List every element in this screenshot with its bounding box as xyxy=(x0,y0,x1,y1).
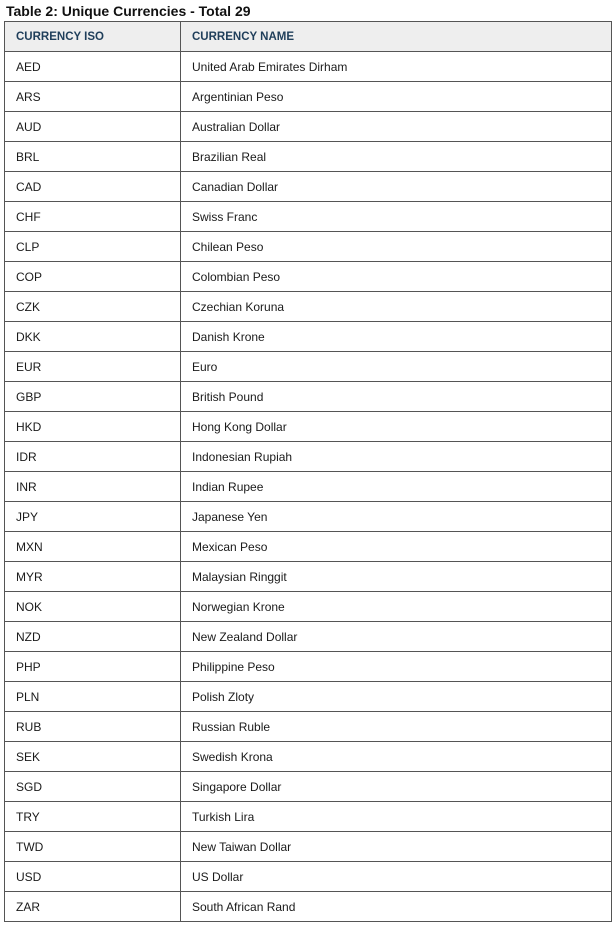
table-row xyxy=(5,142,612,172)
table-row xyxy=(5,352,612,382)
currency-iso-cell: RUB xyxy=(5,712,181,742)
table-row xyxy=(5,772,612,802)
currency-iso-cell: ARS xyxy=(5,82,181,112)
table-row xyxy=(5,202,612,232)
table-row xyxy=(5,442,612,472)
currency-iso-cell: COP xyxy=(5,262,181,292)
table-row xyxy=(5,892,612,922)
table-row xyxy=(5,292,612,322)
currency-iso-cell: TWD xyxy=(5,832,181,862)
column-header-currency-name: CURRENCY NAME xyxy=(181,22,612,52)
currency-name-cell: Swedish Krona xyxy=(181,742,612,772)
currency-name-cell: Philippine Peso xyxy=(181,652,612,682)
currency-iso-cell: CHF xyxy=(5,202,181,232)
currency-iso-cell: BRL xyxy=(5,142,181,172)
table-row xyxy=(5,382,612,412)
table-row xyxy=(5,232,612,262)
currency-iso-cell: MYR xyxy=(5,562,181,592)
column-header-currency-iso: CURRENCY ISO xyxy=(5,22,181,52)
currency-iso-cell: HKD xyxy=(5,412,181,442)
currency-name-cell: Polish Zloty xyxy=(181,682,612,712)
currency-iso-cell: PLN xyxy=(5,682,181,712)
currency-name-cell: Colombian Peso xyxy=(181,262,612,292)
table-body xyxy=(5,52,612,922)
currency-name-cell: Brazilian Real xyxy=(181,142,612,172)
currency-iso-cell: NZD xyxy=(5,622,181,652)
table-row xyxy=(5,832,612,862)
table-row xyxy=(5,472,612,502)
currency-name-cell: Czechian Koruna xyxy=(181,292,612,322)
currency-iso-cell: USD xyxy=(5,862,181,892)
currency-name-cell: Canadian Dollar xyxy=(181,172,612,202)
table-row xyxy=(5,562,612,592)
currency-name-cell: New Taiwan Dollar xyxy=(181,832,612,862)
currency-iso-cell: GBP xyxy=(5,382,181,412)
currency-iso-cell: INR xyxy=(5,472,181,502)
currency-name-cell: US Dollar xyxy=(181,862,612,892)
currency-name-cell: Swiss Franc xyxy=(181,202,612,232)
table-row xyxy=(5,112,612,142)
table-row xyxy=(5,742,612,772)
table-row xyxy=(5,652,612,682)
table-row xyxy=(5,622,612,652)
table-row xyxy=(5,592,612,622)
currency-name-cell: Indonesian Rupiah xyxy=(181,442,612,472)
currency-iso-cell: DKK xyxy=(5,322,181,352)
currency-iso-cell: AED xyxy=(5,52,181,82)
currency-name-cell: United Arab Emirates Dirham xyxy=(181,52,612,82)
table-row xyxy=(5,412,612,442)
table-row xyxy=(5,532,612,562)
currency-iso-cell: MXN xyxy=(5,532,181,562)
currency-name-cell: Australian Dollar xyxy=(181,112,612,142)
currencies-table xyxy=(4,21,612,922)
currency-name-cell: Hong Kong Dollar xyxy=(181,412,612,442)
table-row xyxy=(5,802,612,832)
table-row xyxy=(5,262,612,292)
currency-iso-cell: AUD xyxy=(5,112,181,142)
currency-iso-cell: NOK xyxy=(5,592,181,622)
currency-iso-cell: CAD xyxy=(5,172,181,202)
currency-iso-cell: EUR xyxy=(5,352,181,382)
table-row xyxy=(5,82,612,112)
table-row xyxy=(5,172,612,202)
table-caption: Table 2: Unique Currencies - Total 29 xyxy=(6,3,251,19)
table-row xyxy=(5,712,612,742)
currency-name-cell: New Zealand Dollar xyxy=(181,622,612,652)
currency-name-cell: Singapore Dollar xyxy=(181,772,612,802)
currency-iso-cell: SGD xyxy=(5,772,181,802)
currency-name-cell: Japanese Yen xyxy=(181,502,612,532)
currency-name-cell: Turkish Lira xyxy=(181,802,612,832)
currency-name-cell: Malaysian Ringgit xyxy=(181,562,612,592)
currency-name-cell: Euro xyxy=(181,352,612,382)
table-row xyxy=(5,682,612,712)
currency-name-cell: South African Rand xyxy=(181,892,612,922)
currency-name-cell: Norwegian Krone xyxy=(181,592,612,622)
currency-iso-cell: JPY xyxy=(5,502,181,532)
currency-name-cell: British Pound xyxy=(181,382,612,412)
currency-name-cell: Mexican Peso xyxy=(181,532,612,562)
table-row xyxy=(5,52,612,82)
currency-name-cell: Chilean Peso xyxy=(181,232,612,262)
currency-iso-cell: CZK xyxy=(5,292,181,322)
currency-iso-cell: CLP xyxy=(5,232,181,262)
currency-iso-cell: IDR xyxy=(5,442,181,472)
currency-iso-cell: ZAR xyxy=(5,892,181,922)
currency-name-cell: Russian Ruble xyxy=(181,712,612,742)
currency-iso-cell: TRY xyxy=(5,802,181,832)
currency-iso-cell: SEK xyxy=(5,742,181,772)
table-header-row xyxy=(5,22,612,52)
table-row xyxy=(5,502,612,532)
currency-name-cell: Indian Rupee xyxy=(181,472,612,502)
currency-name-cell: Argentinian Peso xyxy=(181,82,612,112)
currency-iso-cell: PHP xyxy=(5,652,181,682)
currency-name-cell: Danish Krone xyxy=(181,322,612,352)
table-row xyxy=(5,862,612,892)
table-row xyxy=(5,322,612,352)
